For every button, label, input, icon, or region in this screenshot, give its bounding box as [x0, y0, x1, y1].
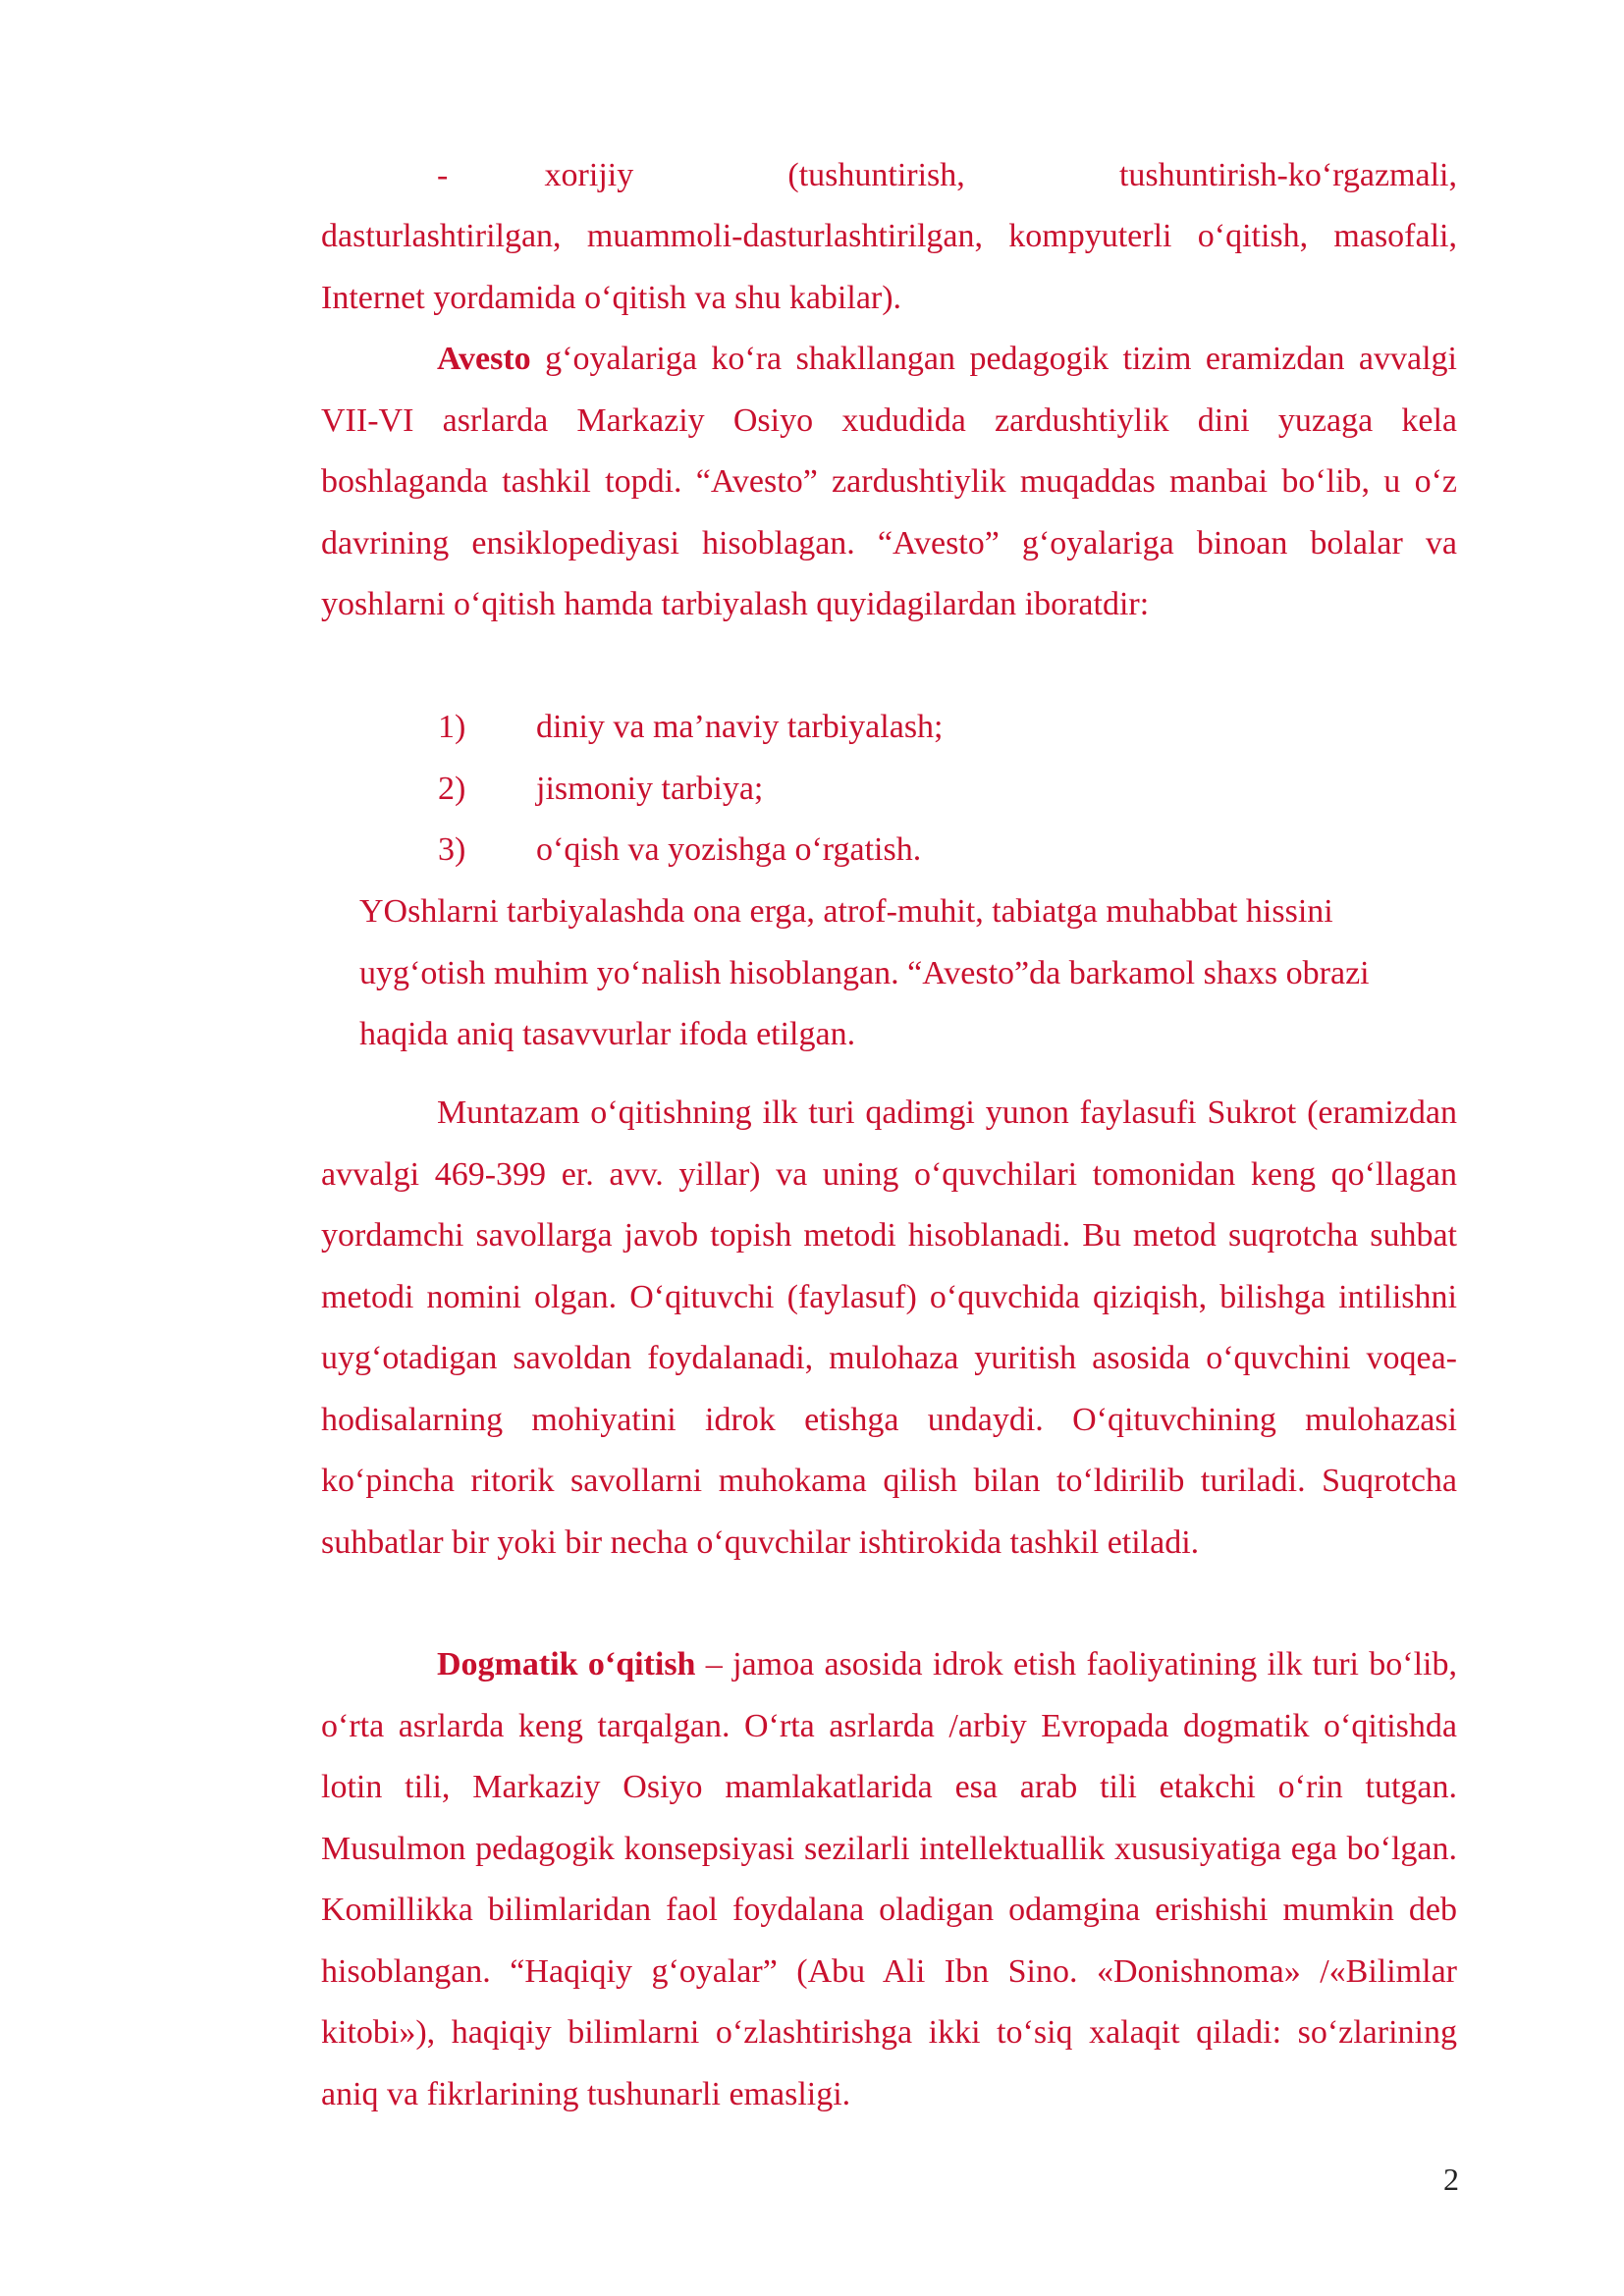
term-dogmatic: Dogmatik o‘qitish: [437, 1646, 696, 1682]
paragraph-text: – jamoa asosida idrok etish faoliyatining ilk turi bo‘lib, o‘rta asrlarda keng tarqalgan. O‘rta asrlarda /arbiy Evropada dogmatik o‘qitishda lotin tili, Markaziy Osiyo mamlakatlarida esa arab tili etakchi o‘rin tutgan. Musulmon pedagogik konsepsiyasi sezilarli intellektuallik xususiyatiga ega bo‘lgan. Komillikka bilimlaridan faol foydalana oladigan odamgina erishishi mumkin deb hisoblangan. “Haqiqiy g‘oyalar” (Abu Ali Ibn Sino. «Donishnoma» /«Bilimlar kitobi»), haqiqiy bilimlarni o‘zlashtirishga ikki to‘siq xalaqit qiladi: so‘zlarining aniq va fikrlarining tushunarli emasligi.: [321, 1646, 1458, 2112]
paragraph-dogmatic: [321, 1634, 1457, 2125]
list-text: o‘qish va yozishga o‘rgatish.: [536, 831, 922, 868]
paragraph-youth-upbringing: YOshlarni tarbiyalashda ona erga, atrof-muhit, tabiatga muhabbat hissini uyg‘otish muhim yo‘nalish hisoblangan. “Avesto”da barkamol shaxs obrazi haqida aniq tasavvurlar ifoda etilgan.: [359, 893, 1370, 1052]
page-number: 2: [1443, 2162, 1459, 2197]
list-text: jismoniy tarbiya;: [536, 770, 764, 807]
paragraph-avesto: [321, 329, 1457, 636]
list-item: [438, 820, 944, 881]
list-text: diniy va ma’naviy tarbiyalash;: [536, 709, 944, 745]
list-item: [438, 759, 944, 821]
paragraph-foreign-methods: [321, 206, 1457, 329]
list-item: [438, 697, 944, 759]
paragraph-text: - xorijiy (tushuntirish, tushuntirish-ko‘rgazmali,: [437, 157, 1457, 193]
paragraph-foreign-methods-first-line: [321, 145, 1457, 207]
list-number: 3): [438, 831, 466, 868]
list-number: 1): [438, 709, 466, 745]
term-avesto: Avesto: [437, 341, 531, 377]
paragraph-text: dasturlashtirilgan, muammoli-dasturlashtirilgan, kompyuterli o‘qitish, masofali, Internet yordamida o‘qitish va shu kabilar).: [321, 218, 1457, 316]
list-number: 2): [438, 770, 466, 807]
paragraph-text: g‘oyalariga ko‘ra shakllangan pedagogik tizim eramizdan avvalgi VII-VI asrlarda Markaziy Osiyo xududida zardushtiylik dini yuzaga kela boshlaganda tashkil topdi. “Avesto” zardushtiylik muqaddas manbai bo‘lib, u o‘z davrining ensiklopediyasi hisoblagan. “Avesto” g‘oyalariga binoan bolalar va yoshlarni o‘qitish hamda tarbiyalash quyidagilardan iboratdir:: [321, 341, 1457, 622]
avesto-list: [438, 697, 944, 881]
paragraph-socrates: Muntazam o‘qitishning ilk turi qadimgi yunon faylasufi Sukrot (eramizdan avvalgi 469-399 er. avv. yillar) va uning o‘quvchilari tomonidan keng qo‘llagan yordamchi savollarga javob topish metodi hisoblanadi. Bu metod suqrotcha suhbat metodi nomini olgan. O‘qituvchi (faylasuf) o‘quvchida qiziqish, bilishga intilishni uyg‘otadigan savoldan foydalanadi, mulohaza yuritish asosida o‘quvchini voqea-hodisalarning mohiyatini idrok etishga undaydi. O‘qituvchining mulohazasi ko‘pincha ritorik savollarni muhokama qilish bilan to‘ldirilib turiladi. Suqrotcha suhbatlar bir yoki bir necha o‘quvchilar ishtirokida tashkil etiladi.: [321, 1095, 1457, 1561]
